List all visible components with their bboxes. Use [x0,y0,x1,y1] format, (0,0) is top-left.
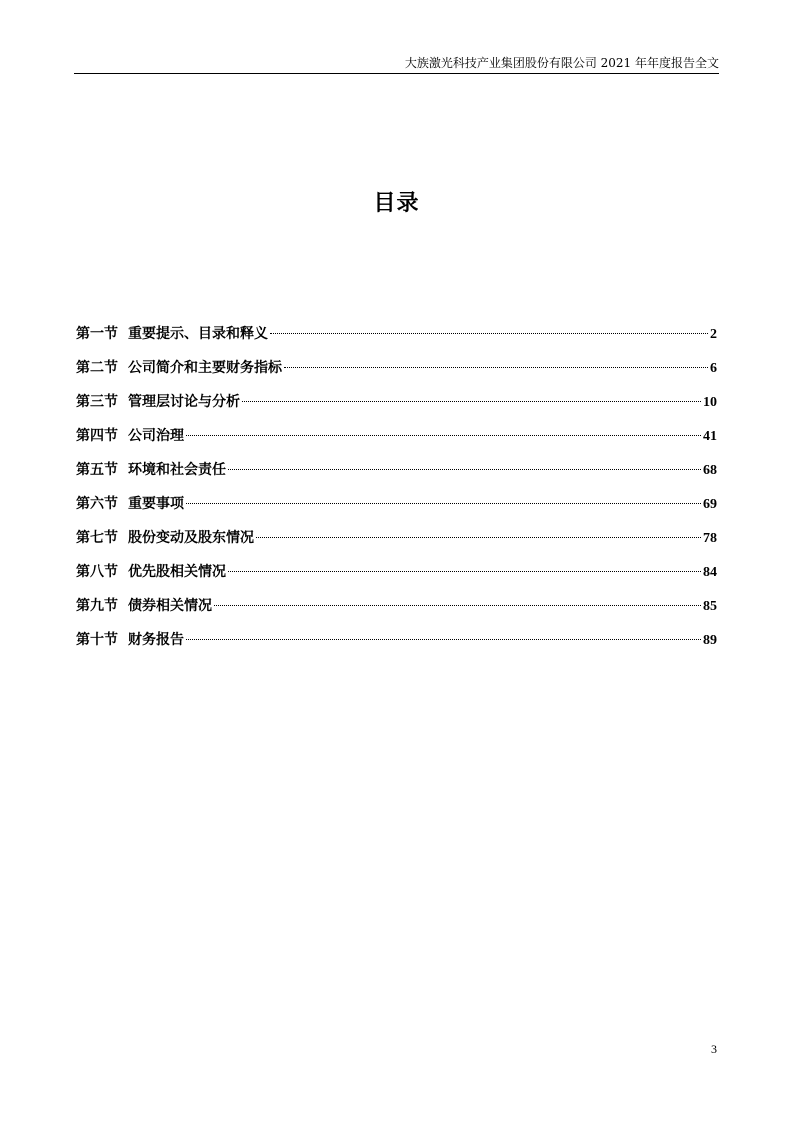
toc-section-title: 公司简介和主要财务指标 [128,360,282,376]
toc-section-number: 第二节 [76,360,118,376]
toc-page-number: 2 [710,327,717,342]
toc-entry-2[interactable] [76,356,717,390]
toc-section-title: 重要事项 [128,496,184,512]
toc-page-number: 85 [703,599,717,614]
toc-page-number: 78 [703,531,717,546]
toc-section-number: 第十节 [76,632,118,648]
toc-leader-dots [186,435,701,436]
toc-section-number: 第九节 [76,598,118,614]
toc-section-number: 第六节 [76,496,118,512]
toc-section-title: 重要提示、目录和释义 [128,326,268,342]
toc-entry-3[interactable] [76,390,717,424]
toc-entry-10[interactable] [76,628,717,662]
toc-leader-dots [242,401,701,402]
toc-section-title: 管理层讨论与分析 [128,394,240,410]
toc-entry-8[interactable] [76,560,717,594]
toc-leader-dots [228,571,701,572]
toc-section-number: 第三节 [76,394,118,410]
toc-page-number: 10 [703,395,717,410]
toc-leader-dots [186,639,701,640]
toc-section-number: 第一节 [76,326,118,342]
toc-section-title: 财务报告 [128,632,184,648]
toc-page-number: 69 [703,497,717,512]
toc-page-number: 89 [703,633,717,648]
toc-section-title: 股份变动及股东情况 [128,530,254,546]
toc-page-number: 68 [703,463,717,478]
toc-leader-dots [186,503,701,504]
toc-section-title: 债券相关情况 [128,598,212,614]
toc-section-number: 第七节 [76,530,118,546]
toc-entry-5[interactable] [76,458,717,492]
toc-section-title: 环境和社会责任 [128,462,226,478]
running-header: 大族激光科技产业集团股份有限公司 2021 年年度报告全文 [404,56,719,70]
toc-leader-dots [228,469,701,470]
toc-entry-9[interactable] [76,594,717,628]
toc-section-title: 公司治理 [128,428,184,444]
toc-title: 目录 [373,190,420,216]
toc-page-number: 84 [703,565,717,580]
toc-section-number: 第四节 [76,428,118,444]
header-rule [74,73,719,74]
table-of-contents [76,322,717,662]
toc-page-number: 41 [703,429,717,444]
toc-leader-dots [270,333,708,334]
toc-section-title: 优先股相关情况 [128,564,226,580]
toc-entry-6[interactable] [76,492,717,526]
toc-leader-dots [256,537,701,538]
toc-section-number: 第八节 [76,564,118,580]
toc-page-number: 6 [710,361,717,376]
toc-entry-7[interactable] [76,526,717,560]
page-number: 3 [711,1042,717,1056]
toc-entry-1[interactable] [76,322,717,356]
toc-section-number: 第五节 [76,462,118,478]
toc-entry-4[interactable] [76,424,717,458]
toc-leader-dots [214,605,701,606]
toc-leader-dots [284,367,708,368]
